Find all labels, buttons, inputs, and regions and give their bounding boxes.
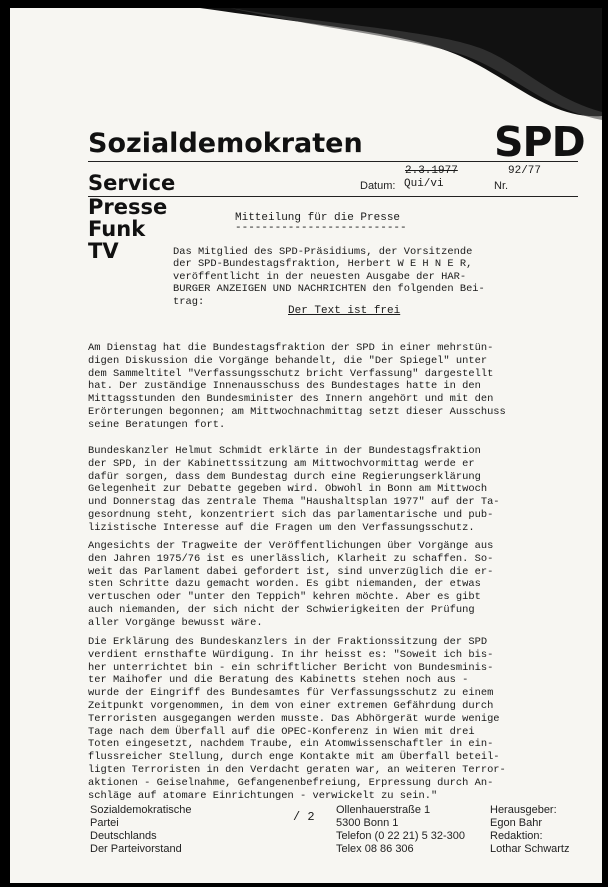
spd-logo: SPD: [494, 118, 585, 166]
date-label: Datum:: [360, 180, 396, 192]
intro-line: der SPD-Bundestagsfraktion, Herbert W E H N E R,: [173, 258, 473, 271]
intro-line: trag:: [173, 295, 205, 308]
body-line: und Donnerstag das zentrale Thema "Haushaltsplan 1977" auf der Ta-: [88, 496, 500, 509]
footer-party-line: Partei: [90, 817, 119, 829]
body-line: hat. Der zuständige Innenausschuss des Bundestages hatte in den: [88, 380, 481, 393]
section-presse: Presse: [88, 195, 168, 219]
body-line: dem Sammeltitel "Verfassungsschutz bricht Verfassung" dargestellt: [88, 367, 494, 380]
body-line: dafür sorgen, dass dem Bundestag durch eine Regierungserklärung: [88, 470, 481, 483]
body-line: Am Dienstag hat die Bundestagsfraktion der SPD in einer mehrstün-: [88, 342, 494, 354]
footer-party: [90, 804, 192, 856]
body-line: den Jahren 1975/76 ist es unerlässlich, Klarheit zu schaffen. So-: [88, 552, 494, 565]
body-line: sten Schritte dazu gemacht worden. Es gibt niemanden, der etwas: [88, 578, 481, 591]
intro-line: veröffentlicht in der neuesten Ausgabe der HAR-: [173, 270, 467, 283]
body-paragraph-4: [88, 636, 588, 802]
body-line: ligten Terroristen in den Verdacht geraten war, an weiteren Terror-: [88, 763, 506, 776]
release-title: Mitteilung für die Presse: [235, 212, 401, 224]
free-text-note: Der Text ist frei: [288, 305, 401, 317]
body-line: digen Diskussion die Vorgänge behandelt, die "Der Spiegel" unter: [88, 354, 488, 367]
intro-line: BURGER ANZEIGEN UND NACHRICHTEN den folgenden Bei-: [173, 283, 485, 296]
footer-editor-line: Redaktion:: [490, 830, 543, 842]
footer-address-line: Telefon (0 22 21) 5 32-300: [336, 830, 466, 842]
body-line: schläge auf atomare Einrichtungen - verwickelt zu sein.": [88, 789, 438, 802]
service-label: Service: [88, 171, 176, 195]
footer-editor-line: Herausgeber:: [490, 804, 557, 816]
body-line: Bundeskanzler Helmut Schmidt erklärte in der Bundestagsfraktion: [88, 445, 481, 457]
body-line: Gelegenheit zur Debatte gegeben wird. Obwohl in Bonn am Mittwoch: [88, 483, 488, 496]
body-line: aller Vorgänge bewusst wäre.: [88, 616, 263, 629]
date-value-struck: 2.3.1977: [405, 165, 458, 177]
body-line: ter Maihofer und die Beratung des Kabinetts stehen noch aus -: [88, 674, 469, 687]
footer-address-line: 5300 Bonn 1: [336, 817, 399, 829]
header-rule-top: [88, 161, 578, 162]
press-release-page: [10, 8, 602, 883]
footer-address-line: Telex 08 86 306: [336, 843, 414, 855]
body-line: flussreicher Stellung, durch enge Kontakte mit am Überfall beteil-: [88, 751, 500, 764]
body-line: Erörterungen begonnen; am Mittwochnachmittag setzt dieser Ausschuss: [88, 405, 506, 418]
intro-line: Das Mitglied des SPD-Präsidiums, der Vorsitzende: [173, 246, 473, 258]
body-line: Terroristen ausgegangen werden musste. Das Abhörgerät wurde wenige: [88, 712, 500, 725]
release-title-underline: --------------------------: [235, 222, 407, 234]
section-list: [88, 196, 167, 262]
footer-party-line: Der Parteivorstand: [90, 843, 182, 855]
body-line: vertuschen oder "unter den Teppich" kehren möchte. Aber es gibt: [88, 591, 481, 604]
body-line: wurde der Eingriff des Bundesamtes für Verfassungsschutz zu einem: [88, 687, 494, 700]
body-line: seine Beratungen fort.: [88, 418, 226, 431]
body-line: her unterrichtet bin - ein schriftlicher Bericht von Bundesminis-: [88, 661, 494, 674]
body-line: auch niemanden, der sich nicht der Schwierigkeiten der Prüfung: [88, 603, 475, 616]
brand-wordmark: Sozialdemokraten: [88, 128, 363, 159]
footer-editor-line: Lothar Schwartz: [490, 843, 570, 855]
number-label: Nr.: [494, 180, 509, 192]
body-line: Angesichts der Tragweite der Veröffentlichungen über Vorgänge aus: [88, 540, 494, 552]
body-line: Die Erklärung des Bundeskanzlers in der Fraktionssitzung der SPD: [88, 636, 488, 648]
footer-party-line: Deutschlands: [90, 830, 157, 842]
body-line: verdient ernsthafte Würdigung. In ihr heisst es: "Soweit ich bis-: [88, 648, 494, 661]
section-funk: Funk: [88, 217, 146, 241]
body-line: gesordnung steht, konzentriert sich das parlamentarische und pub-: [88, 508, 494, 521]
intro-paragraph: [173, 246, 583, 308]
footer-party-line: Sozialdemokratische: [90, 804, 192, 816]
body-line: Toten eingesetzt, nachdem Traube, ein Atomwissenschaftler in ein-: [88, 738, 494, 751]
body-line: aktionen - Geiselnahme, Gefangenenbefreiung, Erpressung durch An-: [88, 776, 494, 789]
footer-address-line: Ollenhauerstraße 1: [336, 804, 431, 816]
page-marker: / 2: [293, 810, 315, 824]
number-value: 92/77: [508, 165, 542, 177]
section-tv: TV: [88, 239, 119, 263]
body-paragraph-2: [88, 445, 588, 535]
body-line: Mittagsstunden den Bundesminister des Innern angehört und mit den: [88, 393, 494, 406]
body-line: weit das Parlament dabei gefordert ist, sind unverzüglich die er-: [88, 565, 494, 578]
footer-editors: [490, 804, 569, 856]
body-line: Zeitpunkt vorgenommen, in dem von einer extremen Gefährdung durch: [88, 699, 494, 712]
body-line: Tage nach dem Überfall auf die OPEC-Konferenz in Wien mit drei: [88, 725, 475, 738]
footer-editor-line: Egon Bahr: [490, 817, 542, 829]
body-line: der SPD, in der Kabinettssitzung am Mittwochvormittag werde er: [88, 457, 475, 470]
footer-address: [336, 804, 465, 856]
body-paragraph-1: [88, 342, 588, 432]
body-paragraph-3: [88, 540, 588, 630]
body-line: lizistische Interesse auf die Fragen um den Verfassungsschutz.: [88, 521, 475, 534]
date-value: Qui/vi: [404, 178, 444, 190]
